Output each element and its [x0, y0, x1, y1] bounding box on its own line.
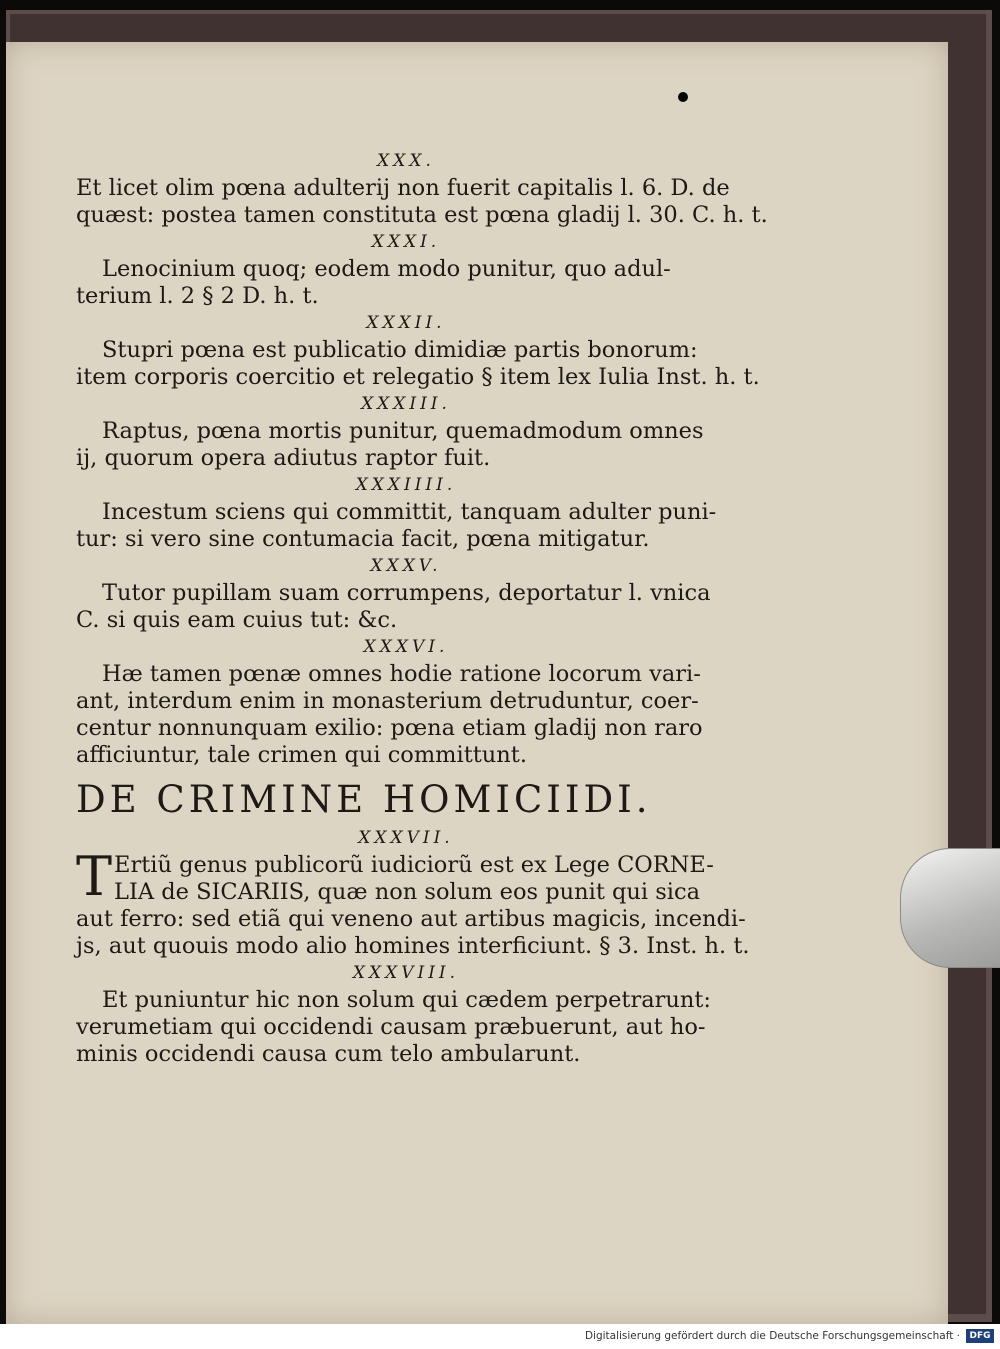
- line-text: XXXV.: [370, 556, 442, 576]
- paragraph-first-line: [76, 337, 736, 364]
- line-text: afficiuntur, tale crimen qui committunt.: [76, 742, 527, 768]
- text-line: [76, 364, 760, 391]
- line-text: C. si quis eam cuius tut: &c.: [76, 607, 398, 633]
- line-text: XXXIII.: [361, 394, 451, 414]
- line-text: LIA de SICARIIS, quæ non solum eos punit qui sica: [114, 879, 701, 905]
- paragraph-first-line: [76, 418, 736, 445]
- text-line: [76, 742, 736, 769]
- line-text: item corporis coercitio et relegatio § item lex Iulia Inst. h. t.: [76, 364, 760, 390]
- line-text: Hæ tamen pœnæ omnes hodie ratione locorum vari-: [102, 661, 701, 687]
- line-text: aut ferro: sed etiã qui veneno aut artibus magicis, incendi-: [76, 906, 746, 932]
- text-line: [76, 202, 768, 229]
- footer-credit: Digitalisierung gefördert durch die Deutsche Forschungsgemeinschaft ·: [584, 1330, 960, 1342]
- footer-bar: [0, 1324, 1000, 1349]
- line-text: Incestum sciens qui committit, tanquam adulter puni-: [102, 499, 717, 525]
- section-number: [76, 634, 736, 661]
- section-heading: [76, 777, 736, 823]
- paragraph-first-line: [76, 661, 736, 688]
- paragraph-first-line: [76, 256, 736, 283]
- text-line: [76, 1014, 736, 1041]
- line-text: DE CRIMINE HOMICIIDI.: [76, 778, 652, 821]
- line-text: verumetiam qui occidendi causam præbuerunt, aut ho-: [76, 1014, 706, 1040]
- text-line: [76, 688, 736, 715]
- line-text: ant, interdum enim in monasterium detruduntur, coer-: [76, 688, 699, 714]
- line-text: ij, quorum opera adiutus raptor fuit.: [76, 445, 491, 471]
- dfg-logo: DFG: [966, 1329, 994, 1343]
- line-text: terium l. 2 § 2 D. h. t.: [76, 283, 319, 309]
- text-line: [76, 906, 746, 933]
- line-text: XXXIIII.: [355, 475, 457, 495]
- text-line: [76, 607, 736, 634]
- line-text: Et puniuntur hic non solum qui cædem perpetrarunt:: [102, 987, 711, 1013]
- line-text: centur nonnunquam exilio: pœna etiam gladij non raro: [76, 715, 703, 741]
- line-text: Ertiũ genus publicorũ iudiciorũ est ex Lege CORNE-: [114, 852, 714, 878]
- text-line: [76, 175, 736, 202]
- text-line: [76, 445, 736, 472]
- text-line: [76, 879, 736, 906]
- line-text: XXX.: [377, 151, 435, 171]
- line-text: XXXVI.: [363, 637, 449, 657]
- section-number: [76, 960, 736, 987]
- line-text: Lenocinium quoq; eodem modo punitur, quo adul-: [102, 256, 671, 282]
- line-text: js, aut quouis modo alio homines interficiunt. § 3. Inst. h. t.: [76, 933, 750, 959]
- section-number: [76, 825, 736, 852]
- line-text: Et licet olim pœna adulterij non fuerit capitalis l. 6. D. de: [76, 175, 730, 201]
- section-number: [76, 553, 736, 580]
- text-line: [76, 933, 750, 960]
- line-text: quæst: postea tamen constituta est pœna gladij l. 30. C. h. t.: [76, 202, 768, 228]
- line-text: Stupri pœna est publicatio dimidiæ partis bonorum:: [102, 337, 698, 363]
- section-number: [76, 310, 736, 337]
- binding-hole: [678, 92, 688, 102]
- line-text: Tutor pupillam suam corrumpens, deportatur l. vnica: [102, 580, 711, 606]
- paragraph-first-line: [76, 987, 736, 1014]
- paragraph-first-line: [76, 580, 736, 607]
- line-text: XXXII.: [366, 313, 446, 333]
- drop-cap-letter: T: [76, 845, 113, 908]
- text-line: [76, 526, 736, 553]
- line-text: XXXVIII.: [352, 963, 460, 983]
- line-text: minis occidendi causa cum telo ambularunt.: [76, 1041, 581, 1067]
- paragraph-first-line: [76, 499, 736, 526]
- section-number: [76, 391, 736, 418]
- line-text: XXXVII.: [358, 828, 454, 848]
- line-text: XXXI.: [371, 232, 441, 252]
- text-line: [76, 1041, 736, 1068]
- line-text: Raptus, pœna mortis punitur, quemadmodum omnes: [102, 418, 704, 444]
- text-line: [76, 283, 736, 310]
- page-text: [76, 148, 768, 1068]
- text-line: [76, 715, 736, 742]
- page-clip-tab: [900, 848, 1000, 968]
- line-text: tur: si vero sine contumacia facit, pœna mitigatur.: [76, 526, 650, 552]
- section-number: [76, 229, 736, 256]
- section-number: [76, 472, 736, 499]
- section-number: [76, 148, 736, 175]
